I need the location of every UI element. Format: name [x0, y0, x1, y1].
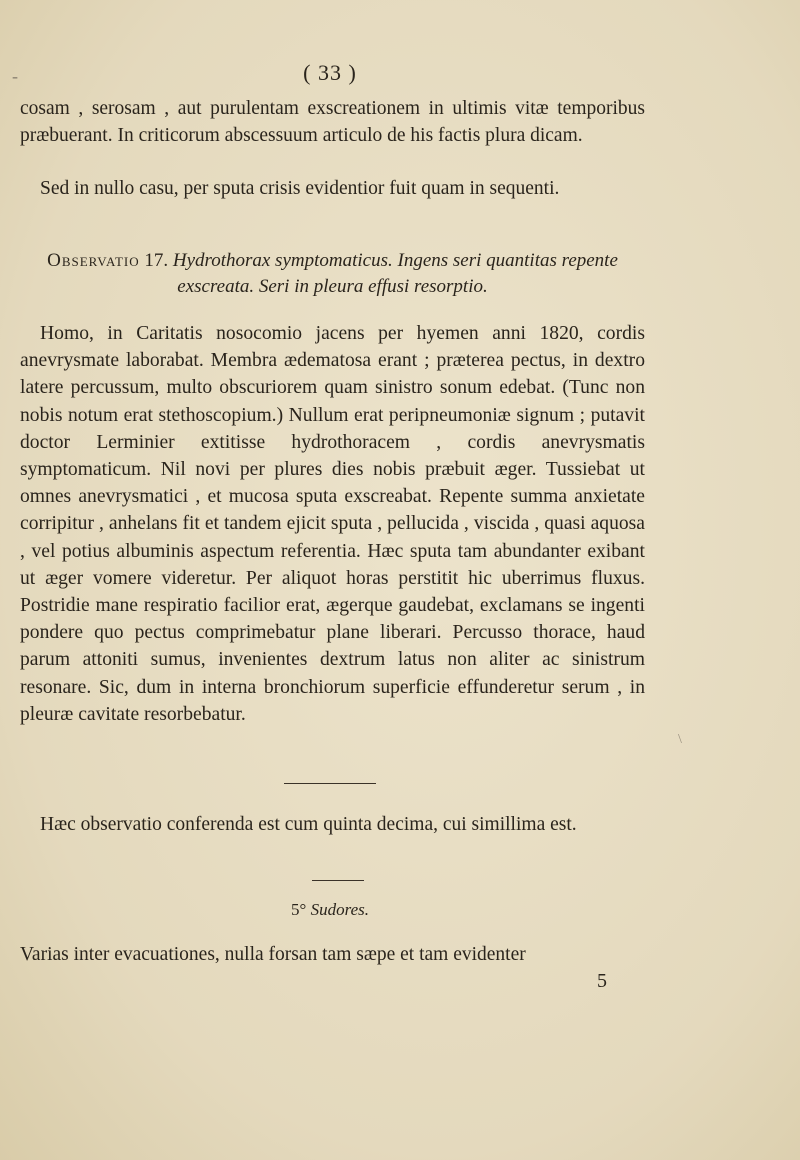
- divider-rule: [284, 783, 376, 784]
- section-number: 5°: [291, 900, 307, 919]
- paragraph-1: cosam , serosam , aut purulentam exscreationem in ultimis vitæ temporibus præbuerant. In criticorum abscessuum articulo de his factis plura dicam.: [20, 98, 645, 146]
- observation-label: Observatio: [47, 250, 140, 271]
- signature-mark: 5: [597, 970, 607, 992]
- section-title: Sudores.: [310, 900, 369, 919]
- section-rule: [312, 880, 364, 881]
- margin-mark: \: [678, 732, 682, 747]
- observation-number: 17.: [144, 250, 169, 271]
- section-heading: [0, 900, 660, 920]
- observation-title: Hydrothorax symptomaticus. Ingens seri quantitas repente exscreata. Seri in pleura effusi resorptio.: [172, 250, 618, 297]
- paragraph-2: Sed in nullo casu, per sputa crisis evidentior fuit quam in sequenti.: [40, 178, 560, 199]
- header-mark: -: [12, 66, 18, 86]
- paragraph-3: Homo, in Caritatis nosocomio jacens per hyemen anni 1820, cordis anevrysmate laborabat. Membra ædematosa erant ; præterea pectus, in dextro latere percussum, multo obscuriorem quam sinistro sonum edebat. (Tunc non nobis notum erat stethoscopium.) Nullum erat peripneumoniæ signum ; putavit doctor Lerminier extitisse hydrothoracem , cordis anevrysmatis symptomaticum. Nil novi per plures dies nobis præbuit æger. Tussiebat ut omnes anevrysmatici , et mucosa sputa exscreabat. Repente summa anxietate corripitur , anhelans fit et tandem ejicit sputa , pellucida , viscida , quasi aquosa , vel potius albuminis aspectum referentia. Hæc sputa tam abundanter exibant ut æger vomere videretur. Per aliquot horas perstitit hic uberrimus fluxus. Postridie mane respiratio facilior erat, ægerque gaudebat, exclamans se ingenti pondere quo pectus comprimebatur plane liberari. Percusso thorace, haud parum attoniti sumus, invenientes dextrum latus non aliter ac sinistrum resonare. Sic, dum in interna bronchiorum superficie effunderetur serum , in pleuræ cavitate resorbebatur.: [20, 323, 645, 725]
- page-number: ( 33 ): [303, 60, 357, 85]
- paragraph-5: Varias inter evacuationes, nulla forsan tam sæpe et tam evidenter: [20, 944, 526, 965]
- paragraph-4: Hæc observatio conferenda est cum quinta decima, cui simillima est.: [40, 814, 577, 835]
- observation-heading: [20, 248, 645, 300]
